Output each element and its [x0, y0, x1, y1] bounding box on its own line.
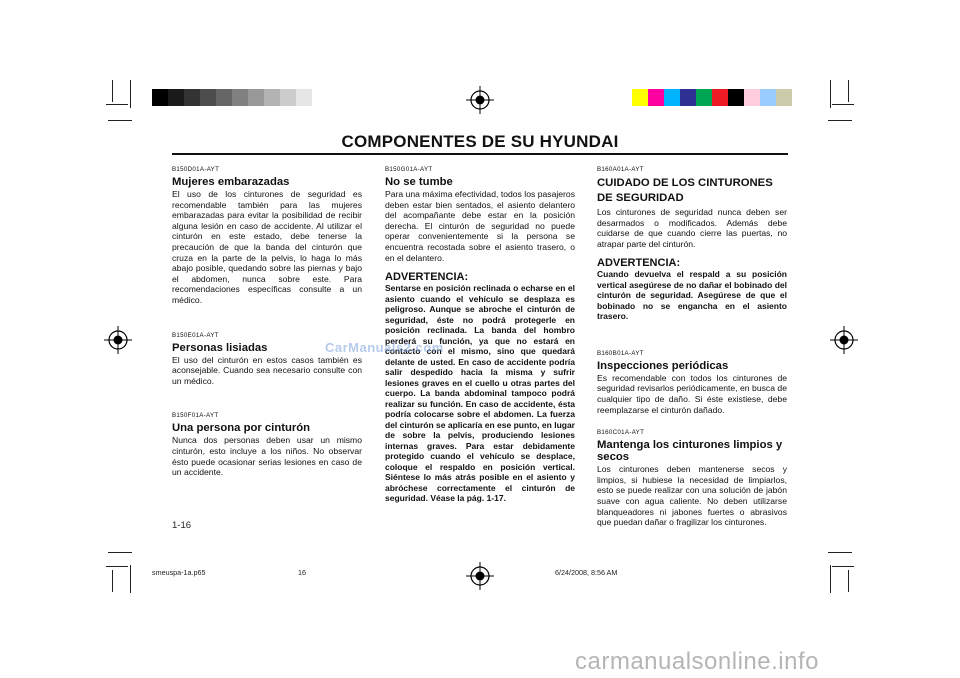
section-one-person	[172, 412, 362, 477]
crop-mark-icon	[112, 80, 113, 102]
color-swatch	[760, 89, 776, 106]
gray-swatch	[232, 89, 248, 106]
color-swatch	[680, 89, 696, 106]
crop-mark-icon	[130, 80, 131, 108]
column-left	[172, 166, 362, 478]
section-heading: Una persona por cinturón	[172, 422, 311, 435]
section-heading: Personas lisiadas	[172, 341, 268, 354]
section-code: B150D01A-AYT	[172, 166, 220, 173]
section-no-recline	[385, 166, 575, 263]
gray-swatch	[216, 89, 232, 106]
footer-file-name: smeuspa-1a.p65	[152, 568, 206, 577]
footer-date: 6/24/2008, 8:56 AM	[555, 568, 618, 577]
section-heading: No se tumbe	[385, 176, 453, 188]
section-inspections	[597, 350, 787, 415]
gray-swatch	[280, 89, 296, 106]
section-code: B160A01A-AYT	[597, 166, 644, 173]
section-heading: Mantenga los cinturones limpios y secos	[597, 439, 783, 464]
crop-mark-icon	[848, 570, 849, 592]
crop-mark-icon	[106, 104, 128, 105]
crop-mark-icon	[112, 570, 113, 592]
section-heading: CUIDADO DE LOS CINTURONES DE SEGURIDAD	[597, 177, 773, 204]
gray-swatch	[248, 89, 264, 106]
crop-mark-icon	[130, 565, 131, 593]
crop-mark-icon	[848, 80, 849, 102]
registration-mark-icon	[830, 326, 858, 354]
section-code: B150G01A-AYT	[385, 166, 433, 173]
crop-mark-icon	[828, 552, 852, 553]
gray-swatch	[152, 89, 168, 106]
crop-mark-icon	[832, 104, 854, 105]
section-heading: Inspecciones periódicas	[597, 359, 729, 372]
warning-label: ADVERTENCIA:	[385, 271, 469, 284]
column-right	[597, 166, 787, 528]
crop-mark-icon	[830, 80, 831, 108]
crop-mark-icon	[832, 566, 854, 567]
footer-sheet-number: 16	[298, 568, 306, 577]
section-body: Nunca dos personas deben usar un mismo cinturón, esto incluye a los niños. No observar ésto puede ocasionar serias lesiones en caso de un accidente.	[172, 435, 362, 478]
color-swatch	[776, 89, 792, 106]
gray-swatch	[200, 89, 216, 106]
crop-mark-icon	[106, 566, 128, 567]
section-code: B160C01A-AYT	[597, 429, 645, 437]
crop-mark-icon	[828, 120, 852, 121]
gray-calibration-bar	[152, 89, 312, 106]
header-rule	[172, 153, 788, 155]
section-code: B150E01A-AYT	[172, 331, 219, 339]
crop-mark-icon	[108, 120, 132, 121]
gray-swatch	[168, 89, 184, 106]
warning-text: Sentarse en posición reclinada o echarse en el asiento cuando el vehículo se desplaza es peligroso. Aunque se abroche el cinturón de seguridad, éste no podrá protegerle en posición reclinada. La banda del hombro perderá su función, ya que no estará en contacto con el mismo, sino que quedará delante de usted. En caso de accidente podría salir despedido hacia la misma y sufrir lesiones graves en el cuello u otras partes del cuerpo. La banda abdominal tampoco podrá realizar su función. En caso de accidente, ésta podría colocarse sobre el abdomen. La fuerza del cinturón se aplicaría en ese punto, en lugar de sobre la pelvis, produciendo lesiones internas graves. Para estar debidamente protegido cuando el vehículo se desplace, coloque el respaldo en posición vertical. Siéntese lo más atrás posible en el asiento y abróchese correctamente el cinturón de seguridad. Véase la pág. 1-17.	[385, 283, 575, 504]
color-calibration-bar	[632, 89, 792, 106]
registration-mark-icon	[466, 562, 494, 590]
section-body: Para una máxima efectividad, todos los pasajeros deben estar bien sentados, el asiento delantero del acompañante debe estar en la posición derecha. El cinturón de seguridad no puede operar convenientemente si la persona se encuentra recostada sobre el asiento trasero, o en el delantero.	[385, 189, 575, 263]
section-pregnant	[172, 166, 362, 306]
page-number: 1-16	[172, 520, 192, 531]
section-code: B150F01A-AYT	[172, 412, 219, 420]
color-swatch	[712, 89, 728, 106]
section-body: El uso de los cinturones de seguridad es recomendable también para las mujeres embarazadas para evitar la posibilidad de recibir alguna lesión en caso de accidente. Al utilizar el cinturón en este estado, debe tenerse la precaución de que la banda del cinturón que cruza en la parte de la pelvis, lo haga lo más abajo posible, quedando sobre las piernas y bajo el abdomen, nunca sobre este. Para recomendaciones específicas consulte a un médico.	[172, 189, 362, 305]
page-title: COMPONENTES DE SU HYUNDAI	[341, 132, 619, 151]
color-swatch	[744, 89, 760, 106]
watermark-carmanualsonline: carmanualsonline.info	[575, 648, 819, 675]
section-code: B160B01A-AYT	[597, 349, 644, 357]
color-swatch	[696, 89, 712, 106]
color-swatch	[728, 89, 744, 106]
column-middle	[385, 166, 575, 504]
color-swatch	[632, 89, 648, 106]
registration-mark-icon	[104, 326, 132, 354]
gray-swatch	[296, 89, 312, 106]
section-body: El uso del cinturón en estos casos también es aconsejable. Cuando sea necesario consulte con un médico.	[172, 354, 362, 386]
section-body: Los cinturones deben mantenerse secos y limpios, si hubiese la necesidad de limpiarlos, esto se puede realizar con una solución de jabón suave con agua caliente. No deben utilizarse blanqueadores ni jabones fuertes o abrasivos que puedan dañar o fragilizar los cinturones.	[597, 464, 787, 528]
color-swatch	[648, 89, 664, 106]
gray-swatch	[264, 89, 280, 106]
section-belt-care	[597, 166, 787, 249]
warning-label: ADVERTENCIA:	[597, 257, 681, 270]
section-heading: Mujeres embarazadas	[172, 176, 290, 188]
warning-text: Cuando devuelva el respald a su posición vertical asegúrese de no dañar el bobinado del cinturón de seguridad. Asegúrese de que el bobinado no se engancha en el asiento trasero.	[597, 269, 787, 322]
crop-mark-icon	[108, 552, 132, 553]
color-swatch	[664, 89, 680, 106]
crop-mark-icon	[830, 565, 831, 593]
section-body: Los cinturones de seguridad nunca deben ser desarmados o modificados. Además debe cuidarse de que cuando cierre las puertas, no atrapar parte del cinturón.	[597, 207, 787, 249]
section-body: Es recomendable con todos los cinturones de seguridad revisarlos periódicamente, en busca de cualquier tipo de daño. Si éste existiese, debe reemplazarse el cinturón dañado.	[597, 372, 787, 415]
section-keep-clean	[597, 429, 787, 528]
registration-mark-icon	[466, 86, 494, 114]
watermark-carmanuals2: CarManuals2.com	[325, 340, 444, 355]
gray-swatch	[184, 89, 200, 106]
